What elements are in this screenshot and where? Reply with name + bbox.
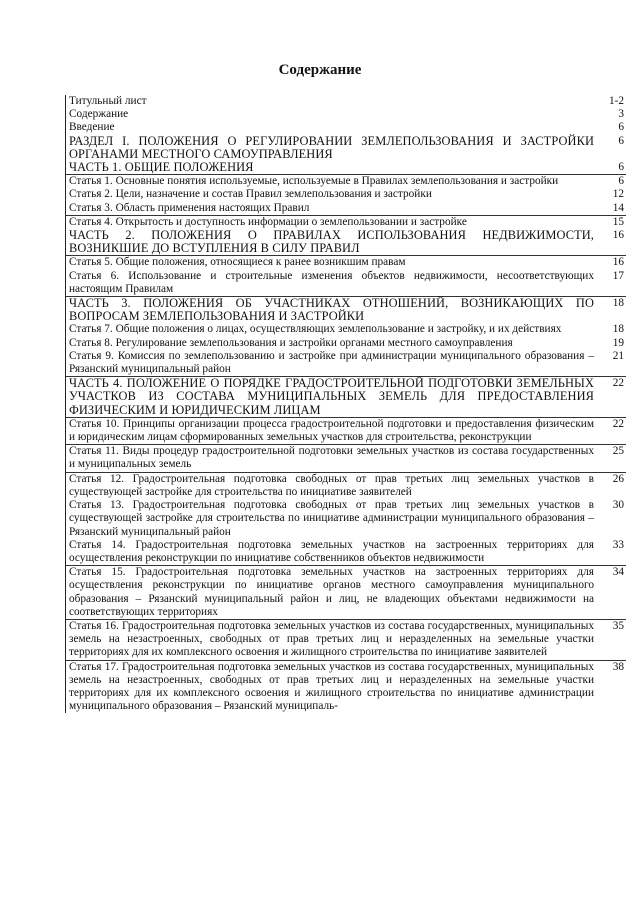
toc-entry-title: Статья 11. Виды процедур градостроительной подготовки земельных участков из состава государственных и муниципальных земель	[69, 445, 594, 471]
toc-entry-title: Статья 8. Регулирование землепользования и застройки органами местного самоуправления	[69, 336, 513, 349]
table-of-contents	[65, 95, 626, 713]
toc-entry	[66, 565, 626, 619]
toc-entry-page: 30	[612, 499, 624, 512]
toc-entry	[66, 108, 626, 121]
toc-entry-title: ЧАСТЬ 4. ПОЛОЖЕНИЕ О ПОРЯДКЕ ГРАДОСТРОИТЕЛЬНОЙ ПОДГОТОВКИ ЗЕМЕЛЬНЫХ УЧАСТКОВ ИЗ СОСТАВА МУНИЦИПАЛЬНЫХ ЗЕМЕЛЬ ДЛЯ ПРЕДОСТАВЛЕНИЯ ФИЗИЧЕСКИМ И ЮРИДИЧЕСКИМ ЛИЦАМ	[69, 376, 594, 417]
toc-entry-page: 26	[612, 472, 624, 485]
toc-entry-title: Статья 1. Основные понятия используемые, используемые в Правилах землепользования и застройки	[69, 175, 559, 188]
toc-entry	[66, 539, 626, 565]
toc-entry-title: Введение	[69, 121, 115, 134]
toc-entry-page: 3	[618, 108, 624, 121]
toc-entry-title: ЧАСТЬ 1. ОБЩИЕ ПОЛОЖЕНИЯ	[69, 160, 254, 175]
toc-entry	[66, 499, 626, 539]
toc-entry-page: 12	[612, 188, 624, 201]
toc-entry-page: 16	[612, 256, 624, 269]
toc-entry-title: Статья 15. Градостроительная подготовка земельных участков на застроенных территориях для осуществления реконструкции по инициативе органов местного самоуправления муниципального образования – Рязанский муниципальный район и лиц, не владеющих объектами недвижимости на соответствующих территориях	[69, 566, 594, 618]
toc-entry	[66, 660, 626, 714]
toc-entry-page: 1-2	[608, 95, 624, 107]
toc-entry-title: Статья 3. Область применения настоящих Правил	[69, 201, 310, 214]
toc-entry-title: Статья 13. Градостроительная подготовка свободных от прав третьих лиц земельных участков в существующей застройке для строительства по инициативе администрации муниципального образования – Рязанский муниципальный район	[69, 499, 594, 538]
toc-entry-page: 14	[612, 201, 624, 214]
toc-entry	[66, 202, 626, 215]
toc-entry-page: 34	[612, 566, 624, 579]
toc-entry-page: 22	[612, 417, 624, 430]
toc-entry-page: 15	[612, 215, 624, 228]
toc-entry	[66, 619, 626, 660]
page-title: Содержание	[278, 62, 362, 78]
toc-entry-page: 33	[612, 538, 624, 551]
toc-entry	[66, 350, 626, 376]
toc-entry	[66, 188, 626, 201]
toc-entry-title: Статья 6. Использование и строительные изменения объектов недвижимости, несоответствующих настоящим Правилам	[69, 269, 594, 295]
toc-entry-page: 17	[612, 269, 624, 282]
toc-entry-title: Статья 12. Градостроительная подготовка свободных от прав третьих лиц земельных участков в существующей застройке для строительства по инициативе заявителей	[69, 472, 594, 498]
toc-entry	[66, 337, 626, 350]
toc-entry	[66, 270, 626, 296]
toc-entry	[66, 472, 626, 499]
toc-entry-page: 6	[618, 175, 624, 188]
toc-entry-title: Статья 17. Градостроительная подготовка земельных участков из состава государственных, муниципальных земель на незастроенных, свободных от прав третьих лиц и неразделенных на земельные участки территориях для их комплексного освоения и жилищного строительства по инициативе администрации муниципального образования – Рязанский муниципаль-	[69, 660, 594, 713]
toc-entry	[66, 161, 626, 174]
toc-entry	[66, 95, 626, 108]
toc-entry	[66, 376, 626, 417]
toc-entry-page: 18	[612, 297, 624, 310]
toc-entry-page: 22	[612, 377, 624, 390]
toc-entry-title: ЧАСТЬ 2. ПОЛОЖЕНИЯ О ПРАВИЛАХ ИСПОЛЬЗОВАНИЯ НЕДВИЖИМОСТИ, ВОЗНИКШИЕ ДО ВСТУПЛЕНИЯ В СИЛУ ПРАВИЛ	[69, 228, 594, 256]
toc-entry	[66, 444, 626, 471]
toc-entry	[66, 323, 626, 336]
toc-entry-page: 38	[612, 660, 624, 673]
toc-entry-page: 21	[612, 349, 624, 362]
toc-entry-title: Статья 9. Комиссия по землепользованию и застройке при администрации муниципального образования – Рязанский муниципальный район	[69, 349, 594, 376]
toc-entry-title: Статья 14. Градостроительная подготовка земельных участков на застроенных территориях для осуществления реконструкции по инициативе собственников объектов недвижимости	[69, 538, 594, 564]
toc-entry-title: ЧАСТЬ 3. ПОЛОЖЕНИЯ ОБ УЧАСТНИКАХ ОТНОШЕНИЙ, ВОЗНИКАЮЩИХ ПО ВОПРОСАМ ЗЕМЛЕПОЛЬЗОВАНИЯ И ЗАСТРОЙКИ	[69, 296, 594, 324]
toc-entry-title: Статья 5. Общие положения, относящиеся к ранее возникшим правам	[69, 256, 406, 269]
toc-entry-title: Статья 16. Градостроительная подготовка земельных участков из состава государственных, муниципальных земель на незастроенных, свободных от прав третьих лиц и неразделенных на земельные участки территориях для их комплексного освоения и жилищного строительства по инициативе заявителей	[69, 619, 594, 659]
toc-entry-page: 6	[618, 134, 624, 147]
toc-entry-page: 6	[618, 121, 624, 134]
toc-entry	[66, 174, 626, 188]
toc-entry-page: 16	[612, 229, 624, 242]
toc-entry-page: 25	[612, 445, 624, 458]
toc-entry-page: 19	[612, 336, 624, 349]
toc-entry	[66, 121, 626, 134]
toc-entry	[66, 417, 626, 444]
toc-entry-title: Содержание	[69, 108, 129, 121]
toc-entry	[66, 255, 626, 269]
toc-entry	[66, 296, 626, 323]
toc-entry-page: 6	[618, 161, 624, 174]
toc-entry-title: Статья 4. Открытость и доступность информации о землепользовании и застройке	[69, 215, 467, 228]
toc-entry	[66, 135, 626, 161]
toc-entry-title: Статья 7. Общие положения о лицах, осуществляющих землепользование и застройку, и их действиях	[69, 323, 562, 336]
toc-entry-page: 18	[612, 323, 624, 336]
toc-entry-title: РАЗДЕЛ I. ПОЛОЖЕНИЯ О РЕГУЛИРОВАНИИ ЗЕМЛЕПОЛЬЗОВАНИЯ И ЗАСТРОЙКИ ОРГАНАМИ МЕСТНОГО САМОУПРАВЛЕНИЯ	[69, 133, 594, 161]
toc-entry-title: Статья 2. Цели, назначение и состав Правил землепользования и застройки	[69, 188, 432, 201]
toc-entry-title: Титульный лист	[69, 95, 147, 107]
toc-entry-title: Статья 10. Принципы организации процесса градостроительной подготовки и предоставления физическим и юридическим лицам сформированных земельных участков для строительства, реконструкции	[69, 417, 594, 444]
toc-entry	[66, 215, 626, 229]
toc-entry	[66, 229, 626, 255]
toc-entry-page: 35	[612, 619, 624, 632]
